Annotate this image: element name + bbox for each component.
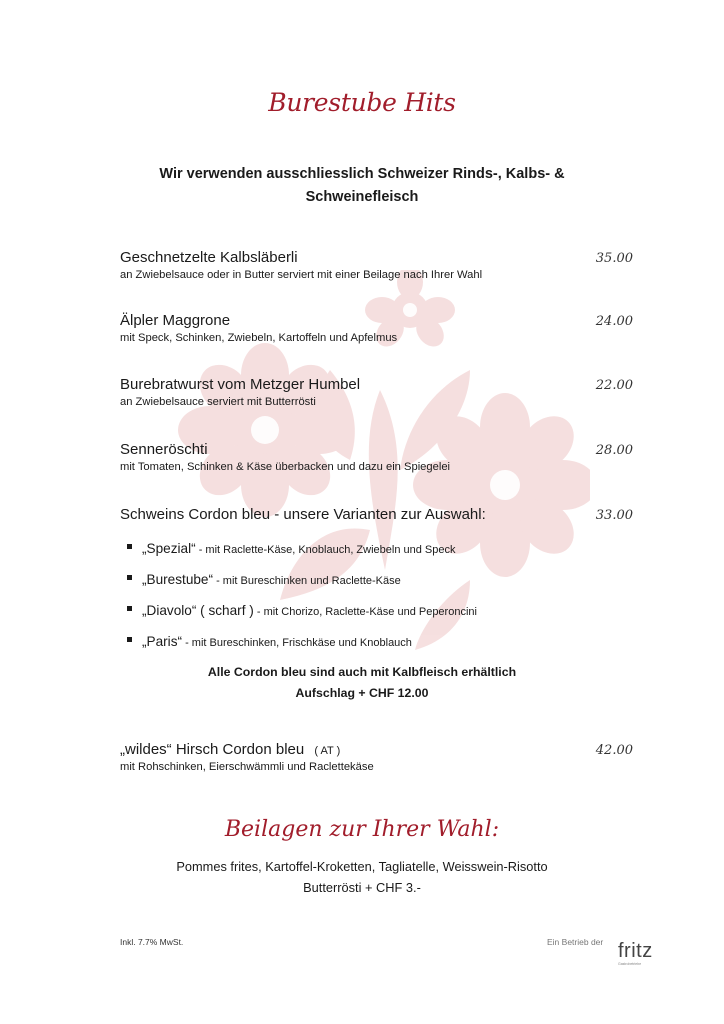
sides-title: Beilagen zur Ihrer Wahl: xyxy=(224,817,500,842)
dish-description: mit Speck, Schinken, Zwiebeln, Kartoffeln und Apfelmus xyxy=(120,332,398,344)
dish-name: Älpler Maggrone xyxy=(120,312,231,329)
dish-item xyxy=(120,441,450,473)
dish-item xyxy=(120,312,397,344)
variant-name: „Burestube“ xyxy=(142,572,214,587)
dish-price: 24.00 xyxy=(595,314,633,329)
cordon-bleu-variants xyxy=(142,541,477,665)
operator-note: Ein Betrieb der xyxy=(547,937,604,947)
variant-description: - mit Raclette-Käse, Knoblauch, Zwiebeln und Speck xyxy=(195,544,456,556)
fritz-logo-subtitle: Gastrobetriebe xyxy=(618,962,642,966)
vat-note: Inkl. 7.7% MwSt. xyxy=(120,937,184,947)
dish-description: mit Tomaten, Schinken & Käse überbacken und dazu ein Spiegelei xyxy=(120,461,451,473)
fritz-logo: fritz xyxy=(618,940,653,962)
variant-description: - mit Bureschinken und Raclette-Käse xyxy=(213,575,401,587)
variant-item xyxy=(142,603,477,634)
sides-line: Pommes frites, Kartoffel-Kroketten, Tagliatelle, Weisswein-Risotto xyxy=(176,859,548,874)
dish-name: Senneröschti xyxy=(120,441,208,458)
bullet-icon xyxy=(127,637,132,642)
dish-description: an Zwiebelsauce serviert mit Butterrösti xyxy=(120,396,316,408)
variant-item xyxy=(142,541,477,572)
origin-tag: ( AT ) xyxy=(314,745,341,757)
variant-description: - mit Bureschinken, Frischkäse und Knoblauch xyxy=(182,637,412,649)
variant-description: - mit Chorizo, Raclette-Käse und Peperoncini xyxy=(253,606,477,618)
note-line: Alle Cordon bleu sind auch mit Kalbfleisch erhältlich xyxy=(207,665,517,679)
variant-name: „Spezial“ xyxy=(142,541,196,556)
variant-name: „Diavolo“ ( scharf ) xyxy=(142,603,254,618)
bullet-icon xyxy=(127,575,132,580)
dish-item xyxy=(120,506,486,523)
note-surcharge: Aufschlag + CHF 12.00 xyxy=(295,686,429,700)
dish-price: 35.00 xyxy=(595,251,633,266)
dish-name xyxy=(120,741,374,758)
dish-price: 42.00 xyxy=(595,743,633,758)
dish-name: Schweins Cordon bleu - unsere Varianten zur Auswahl: xyxy=(120,506,486,523)
variant-item xyxy=(142,572,477,603)
sides-extra: Butterrösti + CHF 3.- xyxy=(303,880,421,895)
dish-description: an Zwiebelsauce oder in Butter serviert mit einer Beilage nach Ihrer Wahl xyxy=(120,269,483,281)
cordon-bleu-note xyxy=(0,662,724,704)
dish-price: 22.00 xyxy=(595,378,633,393)
dish-name: Burebratwurst vom Metzger Humbel xyxy=(120,376,361,393)
dish-name-text: „wildes“ Hirsch Cordon bleu xyxy=(120,741,305,758)
bullet-icon xyxy=(127,544,132,549)
meat-origin-statement: Wir verwenden ausschliesslich Schweizer Rinds-, Kalbs- & Schweinefleisch xyxy=(159,166,565,205)
dish-description: mit Rohschinken, Eierschwämmli und Raclettekäse xyxy=(120,761,374,773)
dish-price: 28.00 xyxy=(595,443,633,458)
sides-list xyxy=(0,856,724,898)
bullet-icon xyxy=(127,606,132,611)
dish-name: Geschnetzelte Kalbsläberli xyxy=(120,249,298,266)
dish-price: 33.00 xyxy=(595,508,633,523)
variant-name: „Paris“ xyxy=(142,634,183,649)
variant-item xyxy=(142,634,477,665)
menu-title: Burestube Hits xyxy=(268,88,456,117)
dish-item xyxy=(120,376,360,408)
dish-item xyxy=(120,741,374,773)
dish-item xyxy=(120,249,482,281)
